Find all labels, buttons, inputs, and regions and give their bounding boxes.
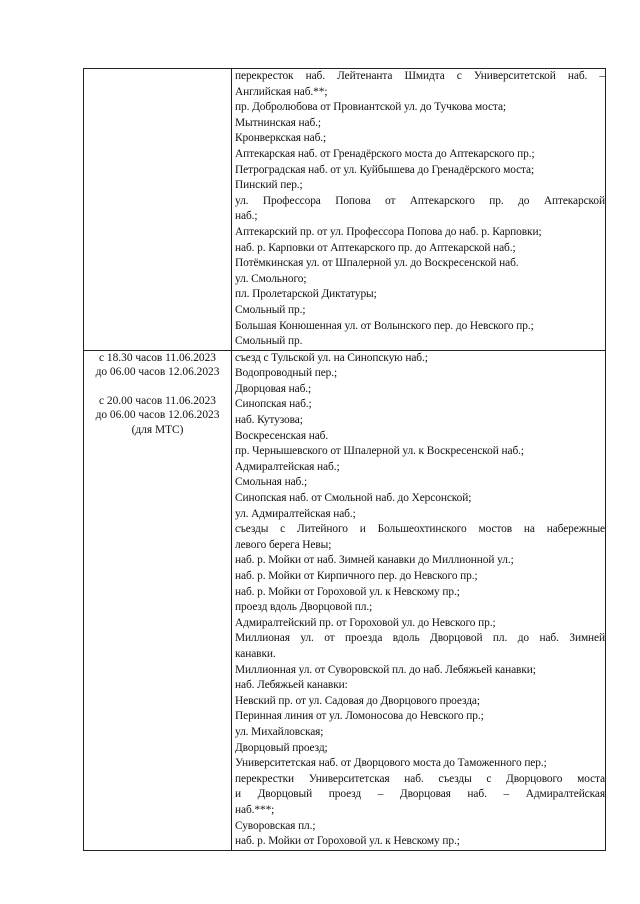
streets-cell — [232, 350, 606, 850]
street-line: Мытнинская наб.; — [235, 116, 321, 129]
street-line: Аптекарская наб. от Гренадёрского моста до Аптекарского пр.; — [235, 147, 535, 160]
street-line: Дворцовая наб.; — [235, 382, 312, 395]
street-line: пл. Пролетарской Диктатуры; — [235, 288, 377, 301]
street-line: ул. Смольного; — [235, 272, 307, 285]
street-line: пр. Чернышевского от Шпалерной ул. к Воскресенской наб.; — [235, 445, 524, 458]
street-line: Миллионная ул. от Суворовской пл. до наб. Лебяжьей канавки; — [235, 663, 536, 676]
street-line: Воскресенская наб. — [235, 429, 329, 442]
street-line: наб. р. Мойки от наб. Зимней канавки до Миллионной ул.; — [235, 554, 514, 567]
table-row — [84, 350, 606, 850]
street-line: Пинский пер.; — [235, 179, 303, 192]
street-line: ул. Адмиралтейская наб.; — [235, 507, 356, 520]
time-line: с 20.00 часов 11.06.2023 — [99, 394, 216, 407]
street-line: ул. Михайловская; — [235, 725, 324, 738]
street-line: канавки. — [235, 647, 276, 660]
street-line: проезд вдоль Дворцовой пл.; — [235, 601, 373, 614]
street-line: Адмиралтейская наб.; — [235, 460, 340, 473]
street-line: Кронверкская наб.; — [235, 132, 327, 145]
time-note: (для МТС) — [131, 424, 184, 437]
street-line: наб. р. Мойки от Гороховой ул. к Невскому пр.; — [235, 585, 460, 598]
street-line: съезды с Литейного и Большеохтинского мостов на набережные — [235, 523, 605, 536]
street-line: наб.***; — [235, 803, 275, 816]
street-line: наб.; — [235, 210, 258, 223]
street-line: Петроградская наб. от ул. Куйбышева до Гренадёрского моста; — [235, 163, 535, 176]
street-line: наб. р. Мойки от Кирпичного пер. до Невского пр.; — [235, 570, 478, 582]
street-line: Миллионая ул. от проезда вдоль Дворцовой пл. до наб. Зимней — [235, 632, 605, 645]
street-line: Адмиралтейский пр. от Гороховой ул. до Невского пр.; — [235, 616, 496, 629]
spacer — [84, 380, 231, 394]
street-line: Смольный пр. — [235, 335, 303, 348]
street-line: Суворовская пл.; — [235, 819, 316, 832]
street-line: ул. Профессора Попова от Аптекарского пр. до Аптекарской — [235, 194, 605, 207]
street-line: Водопроводный пер.; — [235, 367, 338, 380]
street-line: Синопская наб. от Смольной наб. до Херсонской; — [235, 492, 472, 505]
closure-schedule-table — [83, 68, 606, 851]
street-line: Потёмкинская ул. от Шпалерной ул. до Воскресенской наб. — [235, 257, 519, 270]
street-line: съезд с Тульской ул. на Синопскую наб.; — [235, 351, 428, 364]
time-line: до 06.00 часов 12.06.2023 — [95, 409, 220, 422]
street-line: пр. Добролюбова от Провиантской ул. до Тучкова моста; — [235, 101, 506, 114]
street-line: Английская наб.**; — [235, 85, 328, 98]
street-line: перекрестки Университетская наб. съезды с Дворцового моста — [235, 772, 605, 785]
street-line: Перинная линия от ул. Ломоносова до Невского пр.; — [235, 710, 484, 723]
time-cell — [84, 69, 232, 351]
street-line: перекресток наб. Лейтенанта Шмидта с Университетской наб. – — [235, 70, 605, 82]
street-line: Дворцовый проезд; — [235, 741, 328, 754]
street-line: наб. р. Мойки от Гороховой ул. к Невскому пр.; — [235, 835, 460, 848]
street-line: наб. Кутузова; — [235, 414, 303, 427]
table-row — [84, 69, 606, 351]
street-line: наб. Лебяжьей канавки: — [235, 679, 348, 692]
time-cell — [84, 350, 232, 850]
time-line: с 18.30 часов 11.06.2023 — [99, 351, 216, 364]
street-line: и Дворцовый проезд – Дворцовая наб. – Адмиралтейская — [235, 788, 605, 801]
street-line: Университетская наб. от Дворцового моста до Таможенного пер.; — [235, 757, 547, 770]
street-line: Смольный пр.; — [235, 303, 306, 316]
street-line: наб. р. Карповки от Аптекарского пр. до Аптекарской наб.; — [235, 241, 516, 254]
street-line: Невский пр. от ул. Садовая до Дворцового проезда; — [235, 694, 480, 707]
streets-cell — [232, 69, 606, 351]
street-line: левого берега Невы; — [235, 538, 332, 551]
street-line: Синопская наб.; — [235, 398, 312, 411]
street-line: Большая Конюшенная ул. от Волынского пер. до Невского пр.; — [235, 319, 534, 332]
street-line: Смольная наб.; — [235, 476, 308, 489]
time-line: до 06.00 часов 12.06.2023 — [95, 366, 220, 379]
street-line: Аптекарский пр. от ул. Профессора Попова до наб. р. Карповки; — [235, 225, 542, 238]
